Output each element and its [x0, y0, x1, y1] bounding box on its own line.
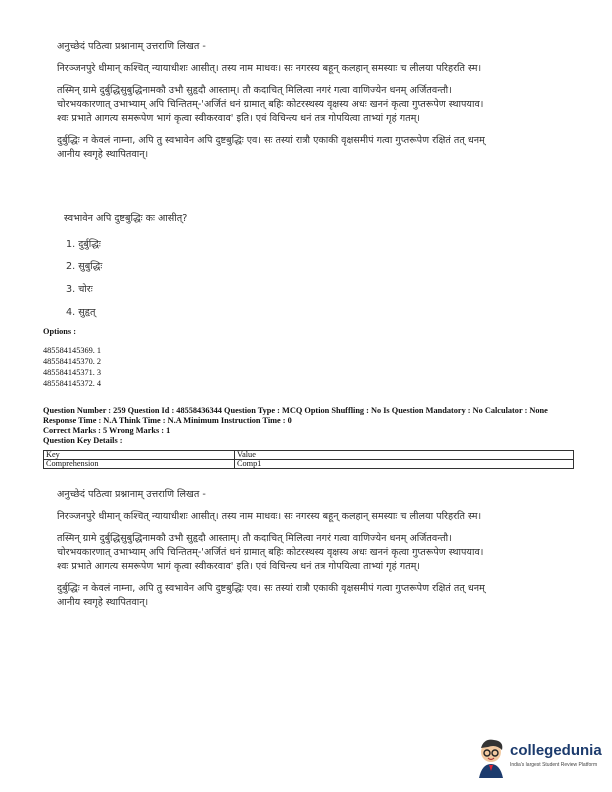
option-1: 1. दुर्बुद्धिः	[66, 239, 101, 250]
option-id: 485584145369. 1	[43, 346, 102, 355]
table-cell: Comp1	[235, 460, 574, 469]
option-id: 485584145372. 4	[43, 379, 102, 388]
question-meta	[43, 406, 578, 446]
question-key-table	[43, 450, 574, 469]
option-id: 485584145370. 2	[43, 357, 102, 366]
passage-1-paragraph-2: तस्मिन् ग्रामे दुर्बुद्धिसुबुद्धिनामकौ उभौ सुहृदौ आस्ताम्। तौ कदाचित् मिलित्वा नगरं गत्वा वाणिज्येन धनम् अर्जितवन्तौ। चोरभयकारणात् उभाभ्याम् अपि चिन्तितम्-'अर्जितं धनं ग्रामात् बहिः कोटरस्थस्य वृक्षस्य अधः खननं कृत्वा गुप्तरूपेण स्थापयाव। श्वः प्रभाते आगत्य समरूपेण भागं कृत्वा स्वीकरवाव' इति। एवं विचिन्त्य धनं तत्र गोपयित्वा ताभ्यां गृहं गतम्।	[57, 85, 484, 124]
passage-1	[57, 62, 497, 170]
table-header-cell: Value	[235, 451, 574, 460]
options-label: Options :	[43, 327, 76, 336]
passage-instruction-2: अनुच्छेदं पठित्वा प्रश्नानाम् उत्तराणि लिखत -	[57, 489, 206, 500]
table-header-row	[44, 451, 574, 460]
table-cell: Comprehension	[44, 460, 235, 469]
collegedunia-logo	[474, 738, 604, 778]
passage-2	[57, 510, 497, 618]
question-meta-line: Question Key Details :	[43, 436, 123, 445]
passage-1-paragraph-1: निरञ्जनपुरे धीमान् कश्चित् न्यायाधीशः आसीत्। तस्य नाम माधवः। सः नगरस्य बहून् कलहान् समस्याः च लीलया परिहरति स्म।	[57, 63, 482, 74]
logo-wordmark: collegedunia	[510, 742, 602, 759]
logo-tagline: India's largest Student Review Platform	[510, 762, 598, 768]
passage-2-paragraph-1: निरञ्जनपुरे धीमान् कश्चित् न्यायाधीशः आसीत्। तस्य नाम माधवः। सः नगरस्य बहून् कलहान् समस्याः च लीलया परिहरति स्म।	[57, 511, 482, 522]
passage-2-paragraph-3: दुर्बुद्धिः न केवलं नाम्ना, अपि तु स्वभावेन अपि दुष्टबुद्धिः एव। सः तस्यां रात्रौ एकाकी वृक्षसमीपं गत्वा गुप्तरूपेण रक्षितं तत् धनम् आनीय स्वगृहे स्थापितवान्।	[57, 583, 485, 608]
option-3: 3. चोरः	[66, 284, 93, 295]
table-header-cell: Key	[44, 451, 235, 460]
option-id-list	[43, 345, 101, 389]
passage-2-paragraph-2: तस्मिन् ग्रामे दुर्बुद्धिसुबुद्धिनामकौ उभौ सुहृदौ आस्ताम्। तौ कदाचित् मिलित्वा नगरं गत्वा वाणिज्येन धनम् अर्जितवन्तौ। चोरभयकारणात् उभाभ्याम् अपि चिन्तितम्-'अर्जितं धनं ग्रामात् बहिः कोटरस्थस्य वृक्षस्य अधः खननं कृत्वा गुप्तरूपेण स्थापयाव। श्वः प्रभाते आगत्य समरूपेण भागं कृत्वा स्वीकरवाव' इति। एवं विचिन्त्य धनं तत्र गोपयित्वा ताभ्यां गृहं गतम्।	[57, 533, 484, 572]
question-meta-line: Question Number : 259 Question Id : 48558436344 Question Type : MCQ Option Shuffling : No Is Question Mandatory : No Calculator : None	[43, 406, 548, 415]
option-id: 485584145371. 3	[43, 368, 102, 377]
passage-1-paragraph-3: दुर्बुद्धिः न केवलं नाम्ना, अपि तु स्वभावेन अपि दुष्टबुद्धिः एव। सः तस्यां रात्रौ एकाकी वृक्षसमीपं गत्वा गुप्तरूपेण रक्षितं तत् धनम् आनीय स्वगृहे स्थापितवान्।	[57, 135, 485, 160]
mascot-icon	[474, 738, 508, 778]
passage-instruction-1: अनुच्छेदं पठित्वा प्रश्नानाम् उत्तराणि लिखत -	[57, 41, 206, 52]
question-meta-line: Correct Marks : 5 Wrong Marks : 1	[43, 426, 171, 435]
table-row	[44, 460, 574, 469]
option-2: 2. सुबुद्धिः	[66, 261, 103, 272]
option-4: 4. सुहृत्	[66, 307, 96, 318]
question-text: स्वभावेन अपि दुष्टबुद्धिः कः आसीत्?	[64, 213, 188, 224]
question-meta-line: Response Time : N.A Think Time : N.A Minimum Instruction Time : 0	[43, 416, 292, 425]
